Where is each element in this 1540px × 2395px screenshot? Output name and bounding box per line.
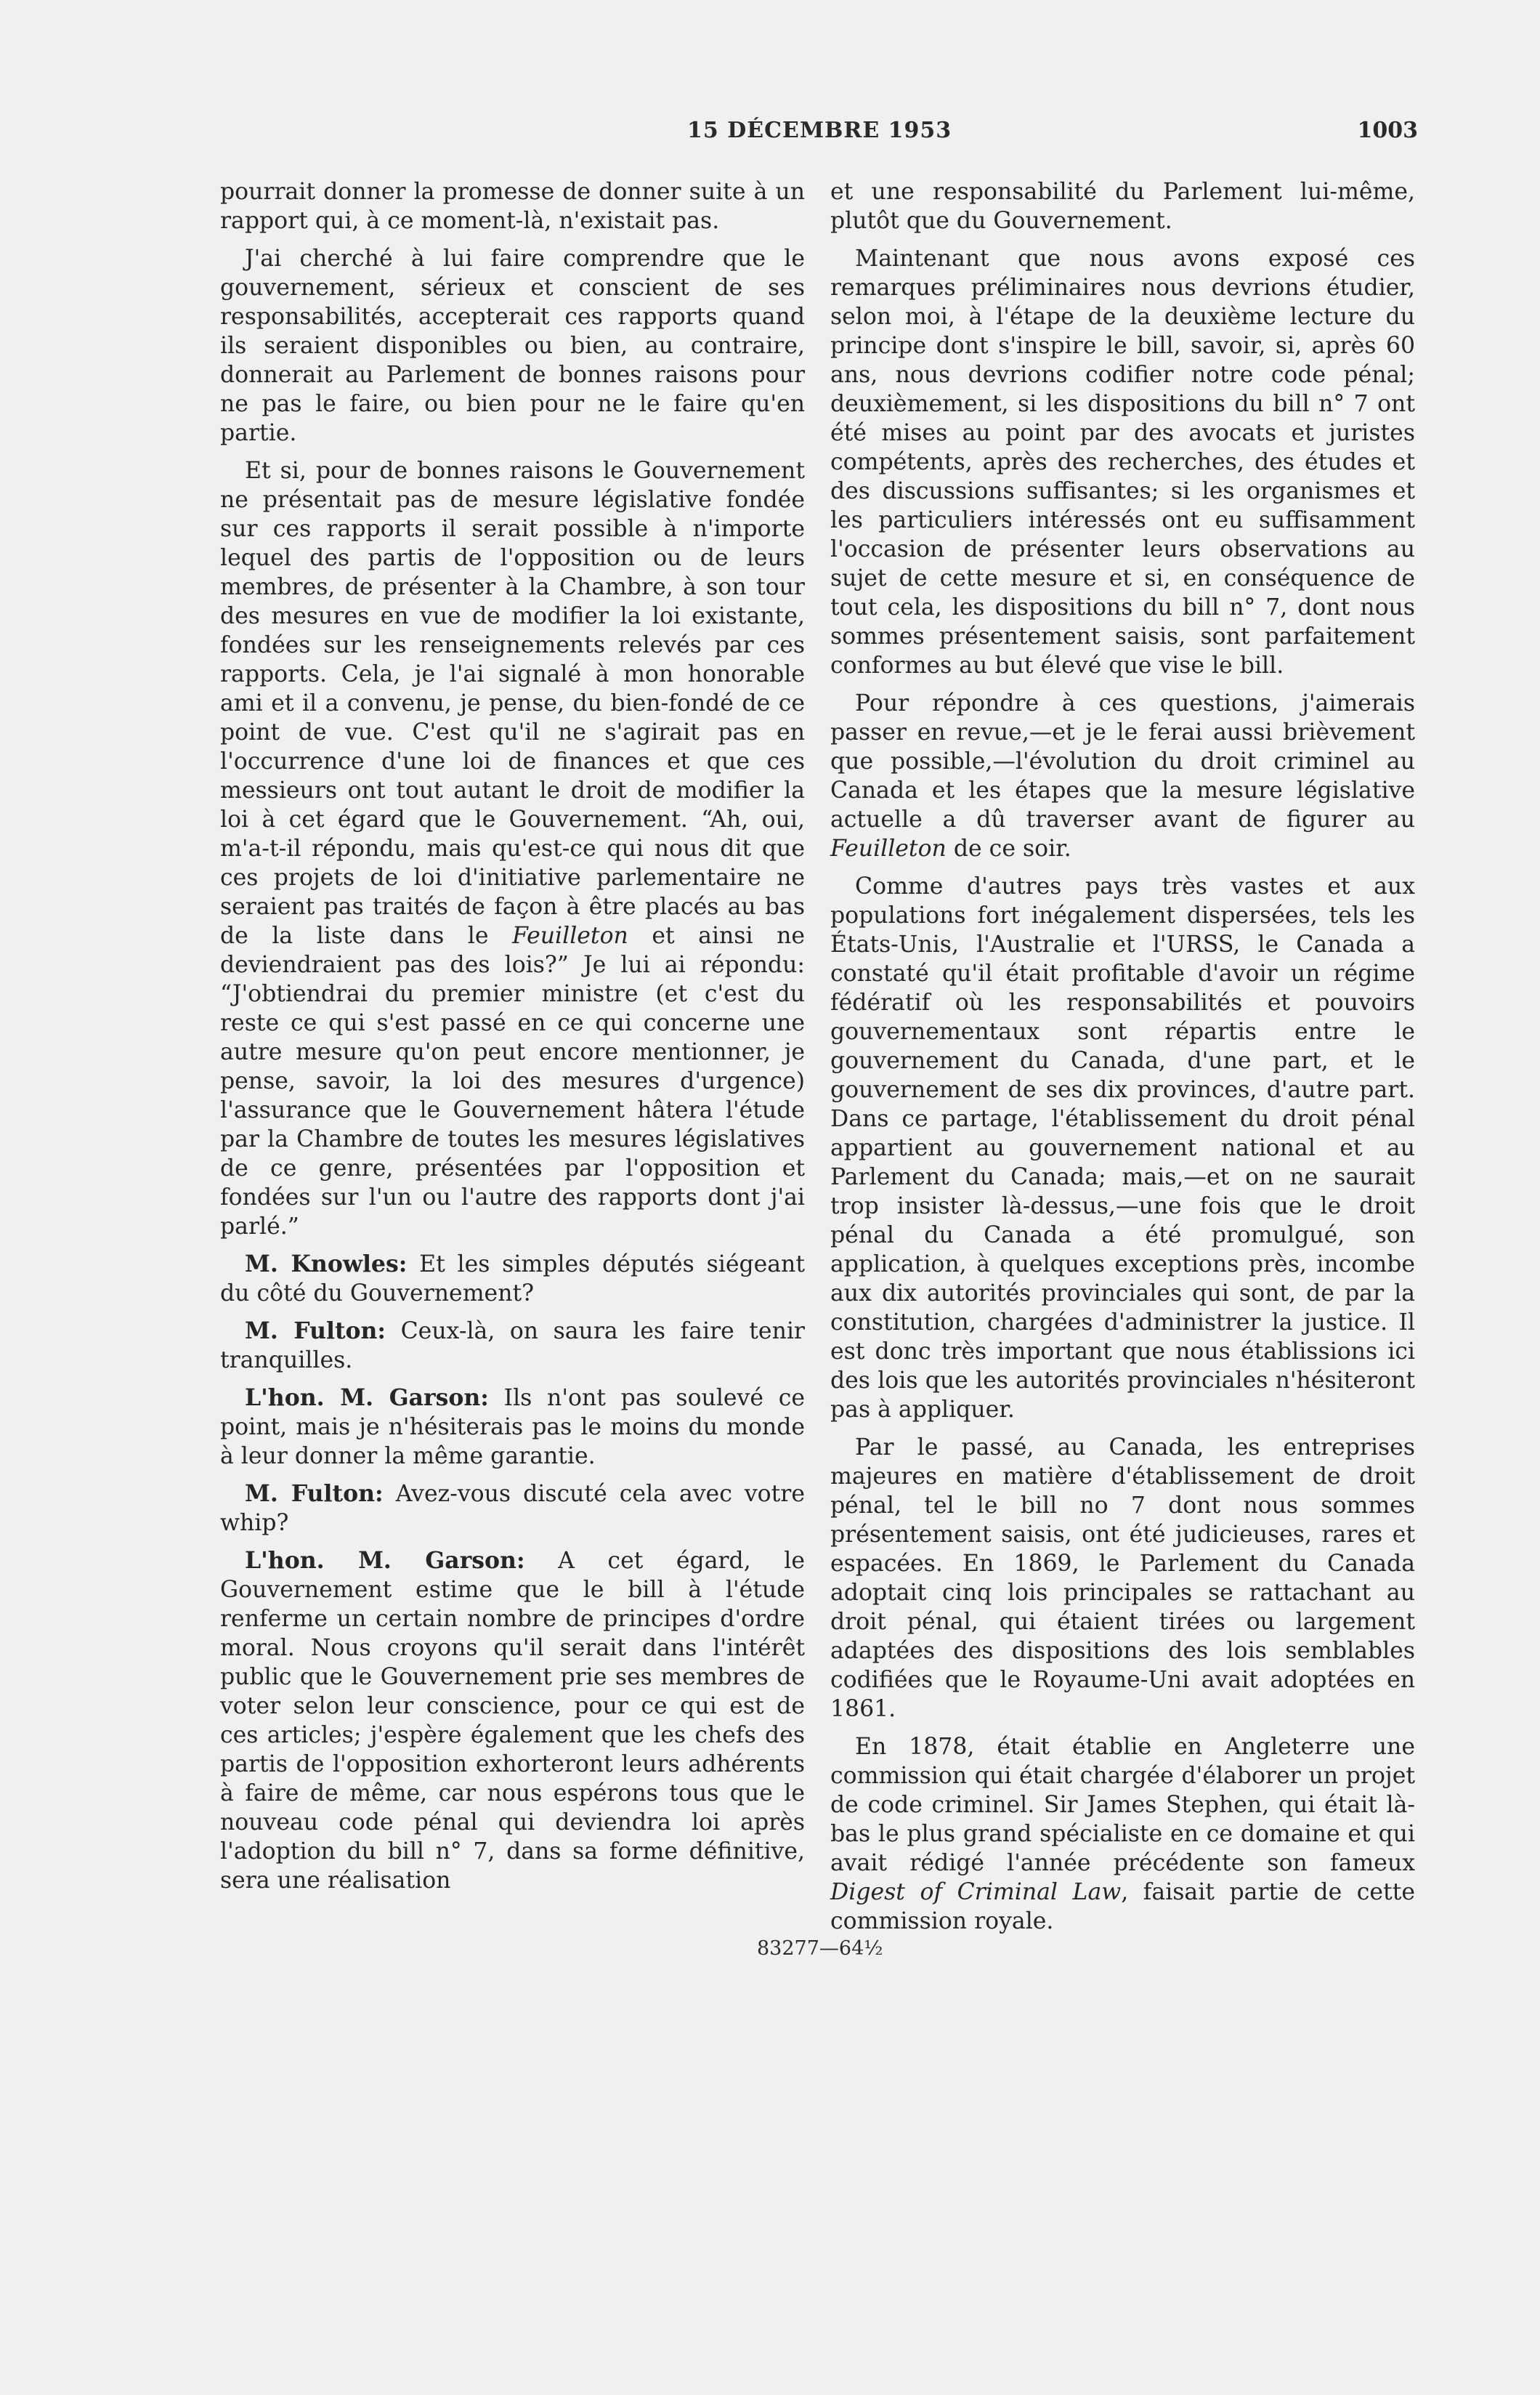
paragraph: [220, 456, 805, 1241]
paragraph: [830, 177, 1415, 235]
footer-code: 83277—64½: [757, 1937, 883, 1960]
paragraph-text: Ils n'ont pas soulevé ce point, mais je n'hésiterais pas le moins du monde à leur donner la même garantie.: [220, 1385, 805, 1469]
paragraph-text: et une responsabilité du Parlement lui-même, plutôt que du Gouvernement.: [830, 179, 1415, 234]
right-column: [830, 177, 1415, 1944]
paragraph: [830, 689, 1415, 863]
paragraph: [220, 1317, 805, 1375]
page-number: 1003: [1357, 118, 1418, 143]
paragraph-text: A cet égard, le Gouvernement estime que le bill à l'étude renferme un certain nombre de principes d'ordre moral. Nous croyons qu'il serait dans l'intérêt public que le Gouvernement prie ses membres de voter selon leur conscience, pour ce qui est de ces articles; j'espère également que les chefs des partis de l'opposition exhorteront leurs adhérents à faire de même, car nous espérons tous que le nouveau code pénal qui deviendra loi après l'adoption du bill n° 7, dans sa forme définitive, sera une réalisation: [220, 1548, 805, 1894]
paragraph: [830, 872, 1415, 1424]
paragraph-text: Comme d'autres pays très vastes et aux populations fort inégalement dispersées, tels les États-Unis, l'Australie et l'URSS, le Canada a constaté qu'il était profitable d'avoir un régime fédératif où les responsabilités et pouvoirs gouvernementaux sont répartis entre le gouvernement du Canada, d'une part, et le gouvernement de ses dix provinces, d'autre part. Dans ce partage, l'établissement du droit pénal appartient au gouvernement national et au Parlement du Canada; mais,—et on ne saurait trop insister là-dessus,—une fois que le droit pénal du Canada a été promulgué, son application, à quelques exceptions près, incombe aux dix autorités provinciales qui sont, de par la constitution, chargées d'administrer la justice. Il est donc très important que nous établissions ici des lois que les autorités provinciales n'hésiteront pas à appliquer.: [830, 873, 1415, 1423]
paragraph: [220, 177, 805, 235]
paragraph: [830, 1433, 1415, 1724]
paragraph: [220, 1384, 805, 1471]
paragraph: [220, 244, 805, 448]
paragraph-text: En 1878, était établie en Angleterre une commission qui était chargée d'élaborer un projet de code criminel. Sir James Stephen, qui était là-bas le plus grand spécialiste en ce domaine et qui avait rédigé l'année précédente son fameux Digest of Criminal Law, faisait partie de cette commission royale.: [830, 1734, 1415, 1934]
paragraph-text: Pour répondre à ces questions, j'aimerais passer en revue,—et je le ferai aussi brièvement que possible,—l'évolution du droit criminel au Canada et les étapes que la mesure législative actuelle a dû traverser avant de figurer au Feuilleton de ce soir.: [830, 690, 1415, 862]
paragraph: [220, 1479, 805, 1538]
page-date-title: 15 DÉCEMBRE 1953: [687, 118, 952, 143]
page-header: [0, 115, 1540, 150]
paragraph-text: pourrait donner la promesse de donner suite à un rapport qui, à ce moment-là, n'existait pas.: [220, 179, 805, 234]
paragraph: [830, 244, 1415, 680]
left-column: [220, 177, 805, 1904]
speaker-name: M. Fulton:: [245, 1480, 384, 1507]
paragraph-text: Maintenant que nous avons exposé ces remarques préliminaires nous devrions étudier, selon moi, à l'étape de la deuxième lecture du principe dont s'inspire le bill, savoir, si, après 60 ans, nous devrions codifier notre code pénal; deuxièmement, si les dispositions du bill n° 7 ont été mises au point par des avocats et juristes compétents, après des recherches, des études et des discussions suffisantes; si les organismes et les particuliers intéressés ont eu suffisamment l'occasion de présenter leurs observations au sujet de cette mesure et si, en conséquence de tout cela, les dispositions du bill n° 7, dont nous sommes présentement saisis, sont parfaitement conformes au but élevé que vise le bill.: [830, 246, 1415, 679]
paragraph-text: Ceux-là, on saura les faire tenir tranquilles.: [220, 1318, 805, 1373]
paragraph-text: Et si, pour de bonnes raisons le Gouvernement ne présentait pas de mesure législative fondée sur ces rapports il serait possible à n'importe lequel des partis de l'opposition ou de leurs membres, de présenter à la Chambre, à son tour des mesures en vue de modifier la loi existante, fondées sur les renseignements relevés par ces rapports. Cela, je l'ai signalé à mon honorable ami et il a convenu, je pense, du bien-fondé de ce point de vue. C'est qu'il ne s'agirait pas en l'occurrence d'une loi de finances et que ces messieurs ont tout autant le droit de modifier la loi à cet égard que le Gouvernement. “Ah, oui, m'a-t-il répondu, mais qu'est-ce qui nous dit que ces projets de loi d'initiative parlementaire ne seraient pas traités de façon à être placés au bas de la liste dans le Feuilleton et ainsi ne deviendraient pas des lois?” Je lui ai répondu: “J'obtiendrai du premier ministre (et c'est du reste ce qui s'est passé en ce qui concerne une autre mesure qu'on peut encore mentionner, je pense, savoir, la loi des mesures d'urgence) l'assurance que le Gouvernement hâtera l'étude par la Chambre de toutes les mesures législatives de ce genre, présentées par l'opposition et fondées sur l'un ou l'autre des rapports dont j'ai parlé.”: [220, 458, 805, 1240]
paragraph: [220, 1250, 805, 1308]
paragraph-text: J'ai cherché à lui faire comprendre que le gouvernement, sérieux et conscient de ses responsabilités, accepterait ces rapports quand ils seraient disponibles ou bien, au contraire, donnerait au Parlement de bonnes raisons pour ne pas le faire, ou bien pour ne le faire qu'en partie.: [220, 246, 805, 446]
paragraph: [830, 1732, 1415, 1936]
speaker-name: M. Knowles:: [245, 1251, 408, 1277]
paragraph: [220, 1546, 805, 1895]
paragraph-text: Par le passé, au Canada, les entreprises majeures en matière d'établissement de droit pénal, tel le bill no 7 dont nous sommes présentement saisis, ont été judicieuses, rares et espacées. En 1869, le Parlement du Canada adoptait cinq lois principales se rattachant au droit pénal, qui étaient tirées ou largement adaptées des dispositions des lois semblables codifiées que le Royaume-Uni avait adoptées en 1861.: [830, 1434, 1415, 1722]
paragraph-text: Et les simples députés siégeant du côté du Gouvernement?: [220, 1251, 805, 1306]
speaker-name: L'hon. M. Garson:: [245, 1547, 525, 1574]
speaker-name: L'hon. M. Garson:: [245, 1384, 489, 1411]
speaker-name: M. Fulton:: [245, 1317, 386, 1344]
paragraph-text: Avez-vous discuté cela avec votre whip?: [220, 1481, 806, 1536]
